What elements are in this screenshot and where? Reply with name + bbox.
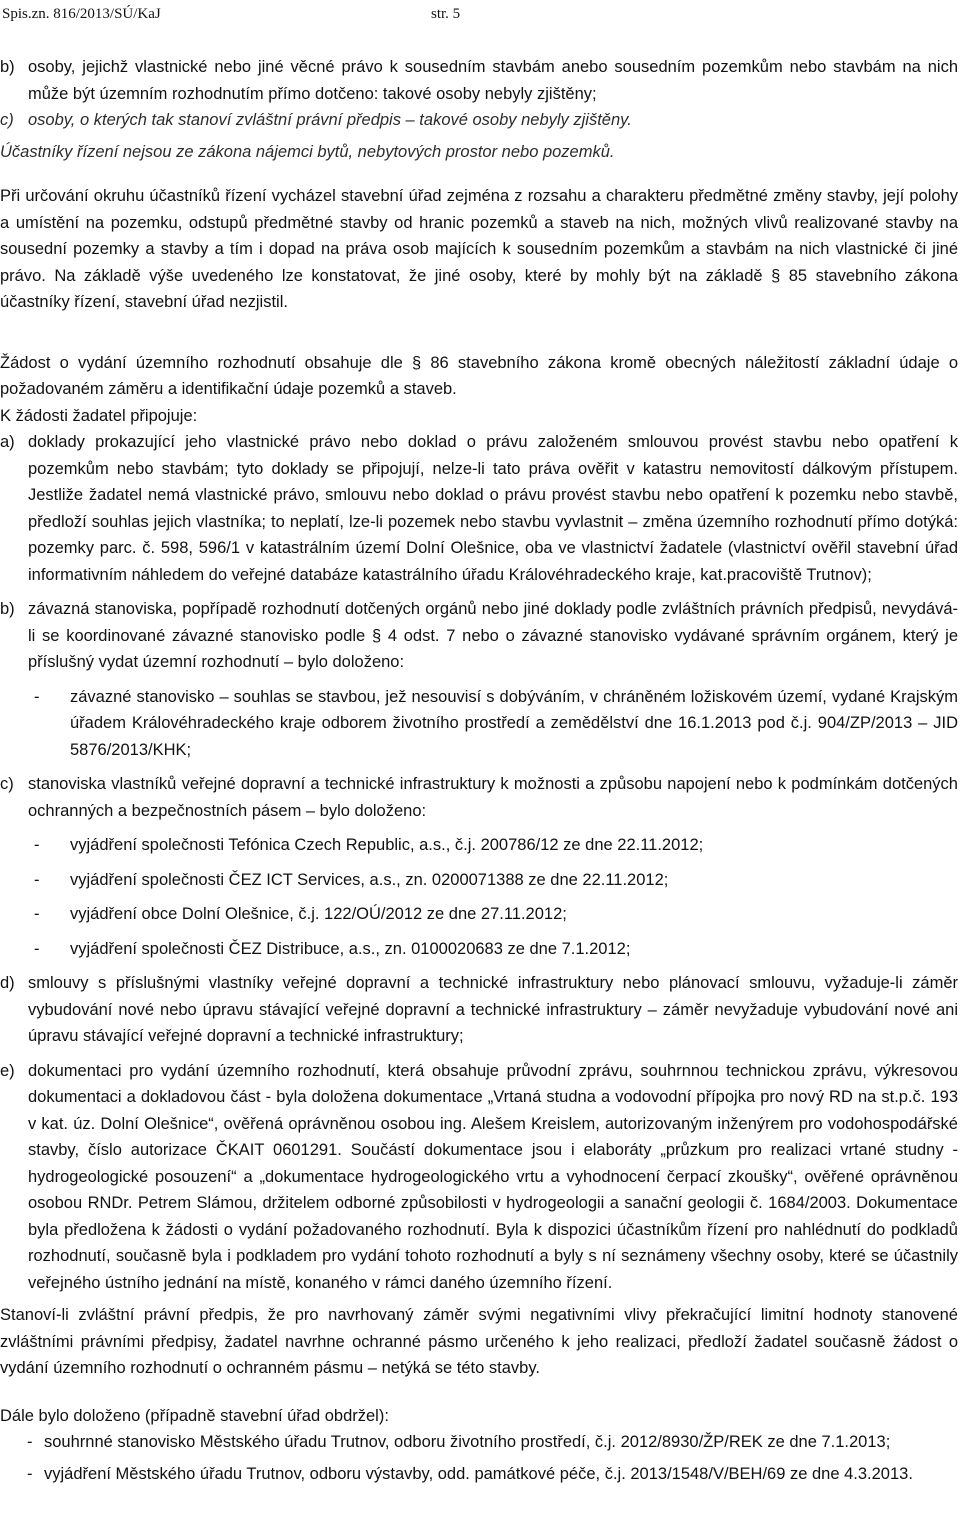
list-item-label: b)	[0, 600, 15, 618]
dash-bullet: -	[27, 1433, 33, 1451]
further-documents-intro: Dále bylo doloženo (případně stavební úřad obdržel):	[0, 1406, 389, 1425]
tenants-note: Účastníky řízení nejsou ze zákona nájemci bytů, nebytových prostor nebo pozemků.	[0, 142, 615, 161]
paragraph-participants: Při určování okruhu účastníků řízení vycházel stavební úřad zejména z rozsahu a charakteru předmětné změny stavby, její polohy a umístění na pozemku, odstupů předmětné stavby od hranic pozemků a staveb na nich, možných vlivů realizované stavby na sousední pozemky a stavby a tím i dopad na práva osob majících k sousedním pozemkům a stavbám na nich vlastnické či jiné právo. Na základě výše uvedeného lze konstatovat, že jiné osoby, které by mohly být na základě § 85 stavebního zákona účastníky řízení, stavební úřad nezjistil.	[0, 187, 958, 311]
attachment-item-e	[0, 1058, 958, 1297]
list-item-text: smlouvy s příslušnými vlastníky veřejné dopravní a technické infrastruktury nebo plánovací smlouvu, vyžaduje-li záměr vybudování nové nebo úpravu stávající veřejné dopravní a technické infrastruktury – záměr nevyžaduje vybudování nové ani úpravu stávající veřejné dopravní a technické infrastruktury;	[28, 974, 958, 1045]
list-item	[0, 54, 958, 107]
dash-bullet: -	[27, 1464, 33, 1483]
sub-list-item	[0, 901, 958, 928]
paragraph-protective-zone: Stanoví-li zvláštní právní předpis, že pro navrhovaný záměr svými negativními vlivy překračující limitní hodnoty stanovené zvláštními právními předpisy, žadatel navrhne ochranné pásmo určeného k jeho realizaci, předloží žadatel současně žádost o vydání územního rozhodnutí o ochranném pásmu – netýká se této stavby.	[0, 1306, 958, 1377]
document-body	[0, 54, 958, 1487]
dash-bullet: -	[34, 905, 40, 923]
attachments-intro: K žádosti žadatel připojuje:	[0, 406, 198, 425]
sub-list-item	[0, 867, 958, 894]
dash-bullet: -	[34, 939, 40, 958]
sub-list-item	[0, 936, 958, 963]
page-header	[0, 0, 960, 24]
dash-bullet: -	[34, 687, 40, 706]
further-documents-item-text: souhrnné stanovisko Městského úřadu Trutnov, odboru životního prostředí, č.j. 2012/8930/ŽP/REK ze dne 7.1.2013;	[44, 1433, 891, 1451]
attachment-item-c	[0, 771, 958, 824]
sub-list-item	[0, 684, 958, 764]
further-documents-item	[0, 1461, 958, 1488]
attachment-item-a	[0, 429, 958, 588]
further-documents-item	[0, 1429, 958, 1456]
list-item-label: b)	[0, 58, 15, 76]
sub-list-item-text: vyjádření společnosti ČEZ Distribuce, a.s., zn. 0100020683 ze dne 7.1.2012;	[70, 939, 631, 958]
sub-list-item-text: vyjádření společnosti Tefónica Czech Republic, a.s., č.j. 200786/12 ze dne 22.11.2012;	[70, 836, 704, 854]
attachment-item-d	[0, 970, 958, 1050]
paragraph-application: Žádost o vydání územního rozhodnutí obsahuje dle § 86 stavebního zákona kromě obecných náležitostí základní údaje o požadovaném záměru a identifikační údaje pozemků a staveb.	[0, 353, 958, 398]
list-item	[0, 107, 958, 134]
list-item-label: c)	[0, 775, 14, 793]
list-item-label: e)	[0, 1061, 15, 1080]
list-item-text: osoby, o kterých tak stanoví zvláštní právní předpis – takové osoby nebyly zjištěny.	[28, 111, 632, 129]
file-reference: Spis.zn. 816/2013/SÚ/KaJ	[2, 6, 161, 22]
list-item-text: dokumentaci pro vydání územního rozhodnutí, která obsahuje průvodní zprávu, souhrnnou technickou zprávu, výkresovou dokumentaci a dokladovou část - byla doložena dokumentace „Vrtaná studna a vodovodní přípojka pro nový RD na st.p.č. 193 v kat. úz. Dolní Olešnice“, ověřená oprávněnou osobou ing. Alešem Kreislem, autorizovaným inženýrem pro vodohospodářské stavby, číslo autorizace ČKAIT 0601291. Součástí dokumentace jsou i elaboráty „průzkum pro realizaci vrtané studny - hydrogeologické posouzení“ a „dokumentace hydrogeologického vrtu a vyhodnocení čerpací zkoušky“, ověřené oprávněnou osobou RNDr. Petrem Slámou, držitelem odborné způsobilosti v hydrogeologii a sanační geologii č. 1684/2003. Dokumentace byla předložena k žádosti o vydání požadovaného rozhodnutí. Byla k dispozici účastníkům řízení pro nahlédnutí do podkladů rozhodnutí, současně byla i podkladem pro vydání tohoto rozhodnutí a byly s ní seznámeny všechny osoby, které se účastnily veřejného ústního jednání na místě, konaného v rámci daného územního řízení.	[28, 1061, 958, 1292]
dash-bullet: -	[34, 836, 40, 854]
further-documents-item-text: vyjádření Městského úřadu Trutnov, odboru výstavby, odd. památkové péče, č.j. 2013/1548/V/BEH/69 ze dne 4.3.2013.	[44, 1464, 913, 1483]
attachment-item-b	[0, 596, 958, 676]
list-item-text: osoby, jejichž vlastnické nebo jiné věcné právo k sousedním stavbám anebo sousedním pozemkům nebo stavbám na nich může být územním rozhodnutím přímo dotčeno: takové osoby nebyly zjištěny;	[28, 58, 958, 103]
dash-bullet: -	[34, 870, 40, 889]
sub-list-item	[0, 832, 958, 859]
list-item-text: stanoviska vlastníků veřejné dopravní a technické infrastruktury k možnosti a způsobu napojení nebo k podmínkám dotčených ochranných a bezpečnostních pásem – bylo doloženo:	[28, 775, 958, 820]
list-item-label: c)	[0, 111, 14, 129]
sub-list-item-text: vyjádření obce Dolní Olešnice, č.j. 122/OÚ/2012 ze dne 27.11.2012;	[70, 905, 567, 923]
list-item-label: a)	[0, 433, 15, 451]
list-item-text: závazná stanoviska, popřípadě rozhodnutí dotčených orgánů nebo jiné doklady podle zvláštních právních předpisů, nevydává-li se koordinované závazné stanovisko podle § 4 odst. 7 nebo o závazné stanovisko vydávané správním orgánem, který je příslušný vydat územní rozhodnutí – bylo doloženo:	[28, 600, 958, 671]
page-number: str. 5	[431, 6, 461, 22]
list-item-label: d)	[0, 974, 15, 992]
sub-list-item-text: vyjádření společnosti ČEZ ICT Services, a.s., zn. 0200071388 ze dne 22.11.2012;	[70, 870, 669, 889]
sub-list-item-text: závazné stanovisko – souhlas se stavbou, jež nesouvisí s dobýváním, v chráněném ložiskovém území, vydané Krajským úřadem Královéhradeckého kraje odborem životního prostředí a zemědělství dne 16.1.2013 pod č.j. 904/ZP/2013 – JID 5876/2013/KHK;	[70, 687, 958, 759]
list-item-text: doklady prokazující jeho vlastnické právo nebo doklad o právu založeném smlouvou provést stavbu nebo opatření k pozemkům nebo stavbám; tyto doklady se připojují, nelze-li tato práva ověřit v katastru nemovitostí dálkovým přístupem. Jestliže žadatel nemá vlastnické právo, smlouvu nebo doklad o právu provést stavbu nebo opatření k pozemku nebo stavbě, předloží souhlas jejich vlastníka; to neplatí, lze-li pozemek nebo stavbu vyvlastnit – změna územního rozhodnutí přímo dotýká: pozemky parc. č. 598, 596/1 v katastrálním území Dolní Olešnice, oba ve vlastnictví žadatele (vlastnictví ověřil stavební úřad informativním náhledem do veřejné databáze katastrálního úřadu Královéhradeckého kraje, kat.pracoviště Trutnov);	[28, 433, 958, 584]
